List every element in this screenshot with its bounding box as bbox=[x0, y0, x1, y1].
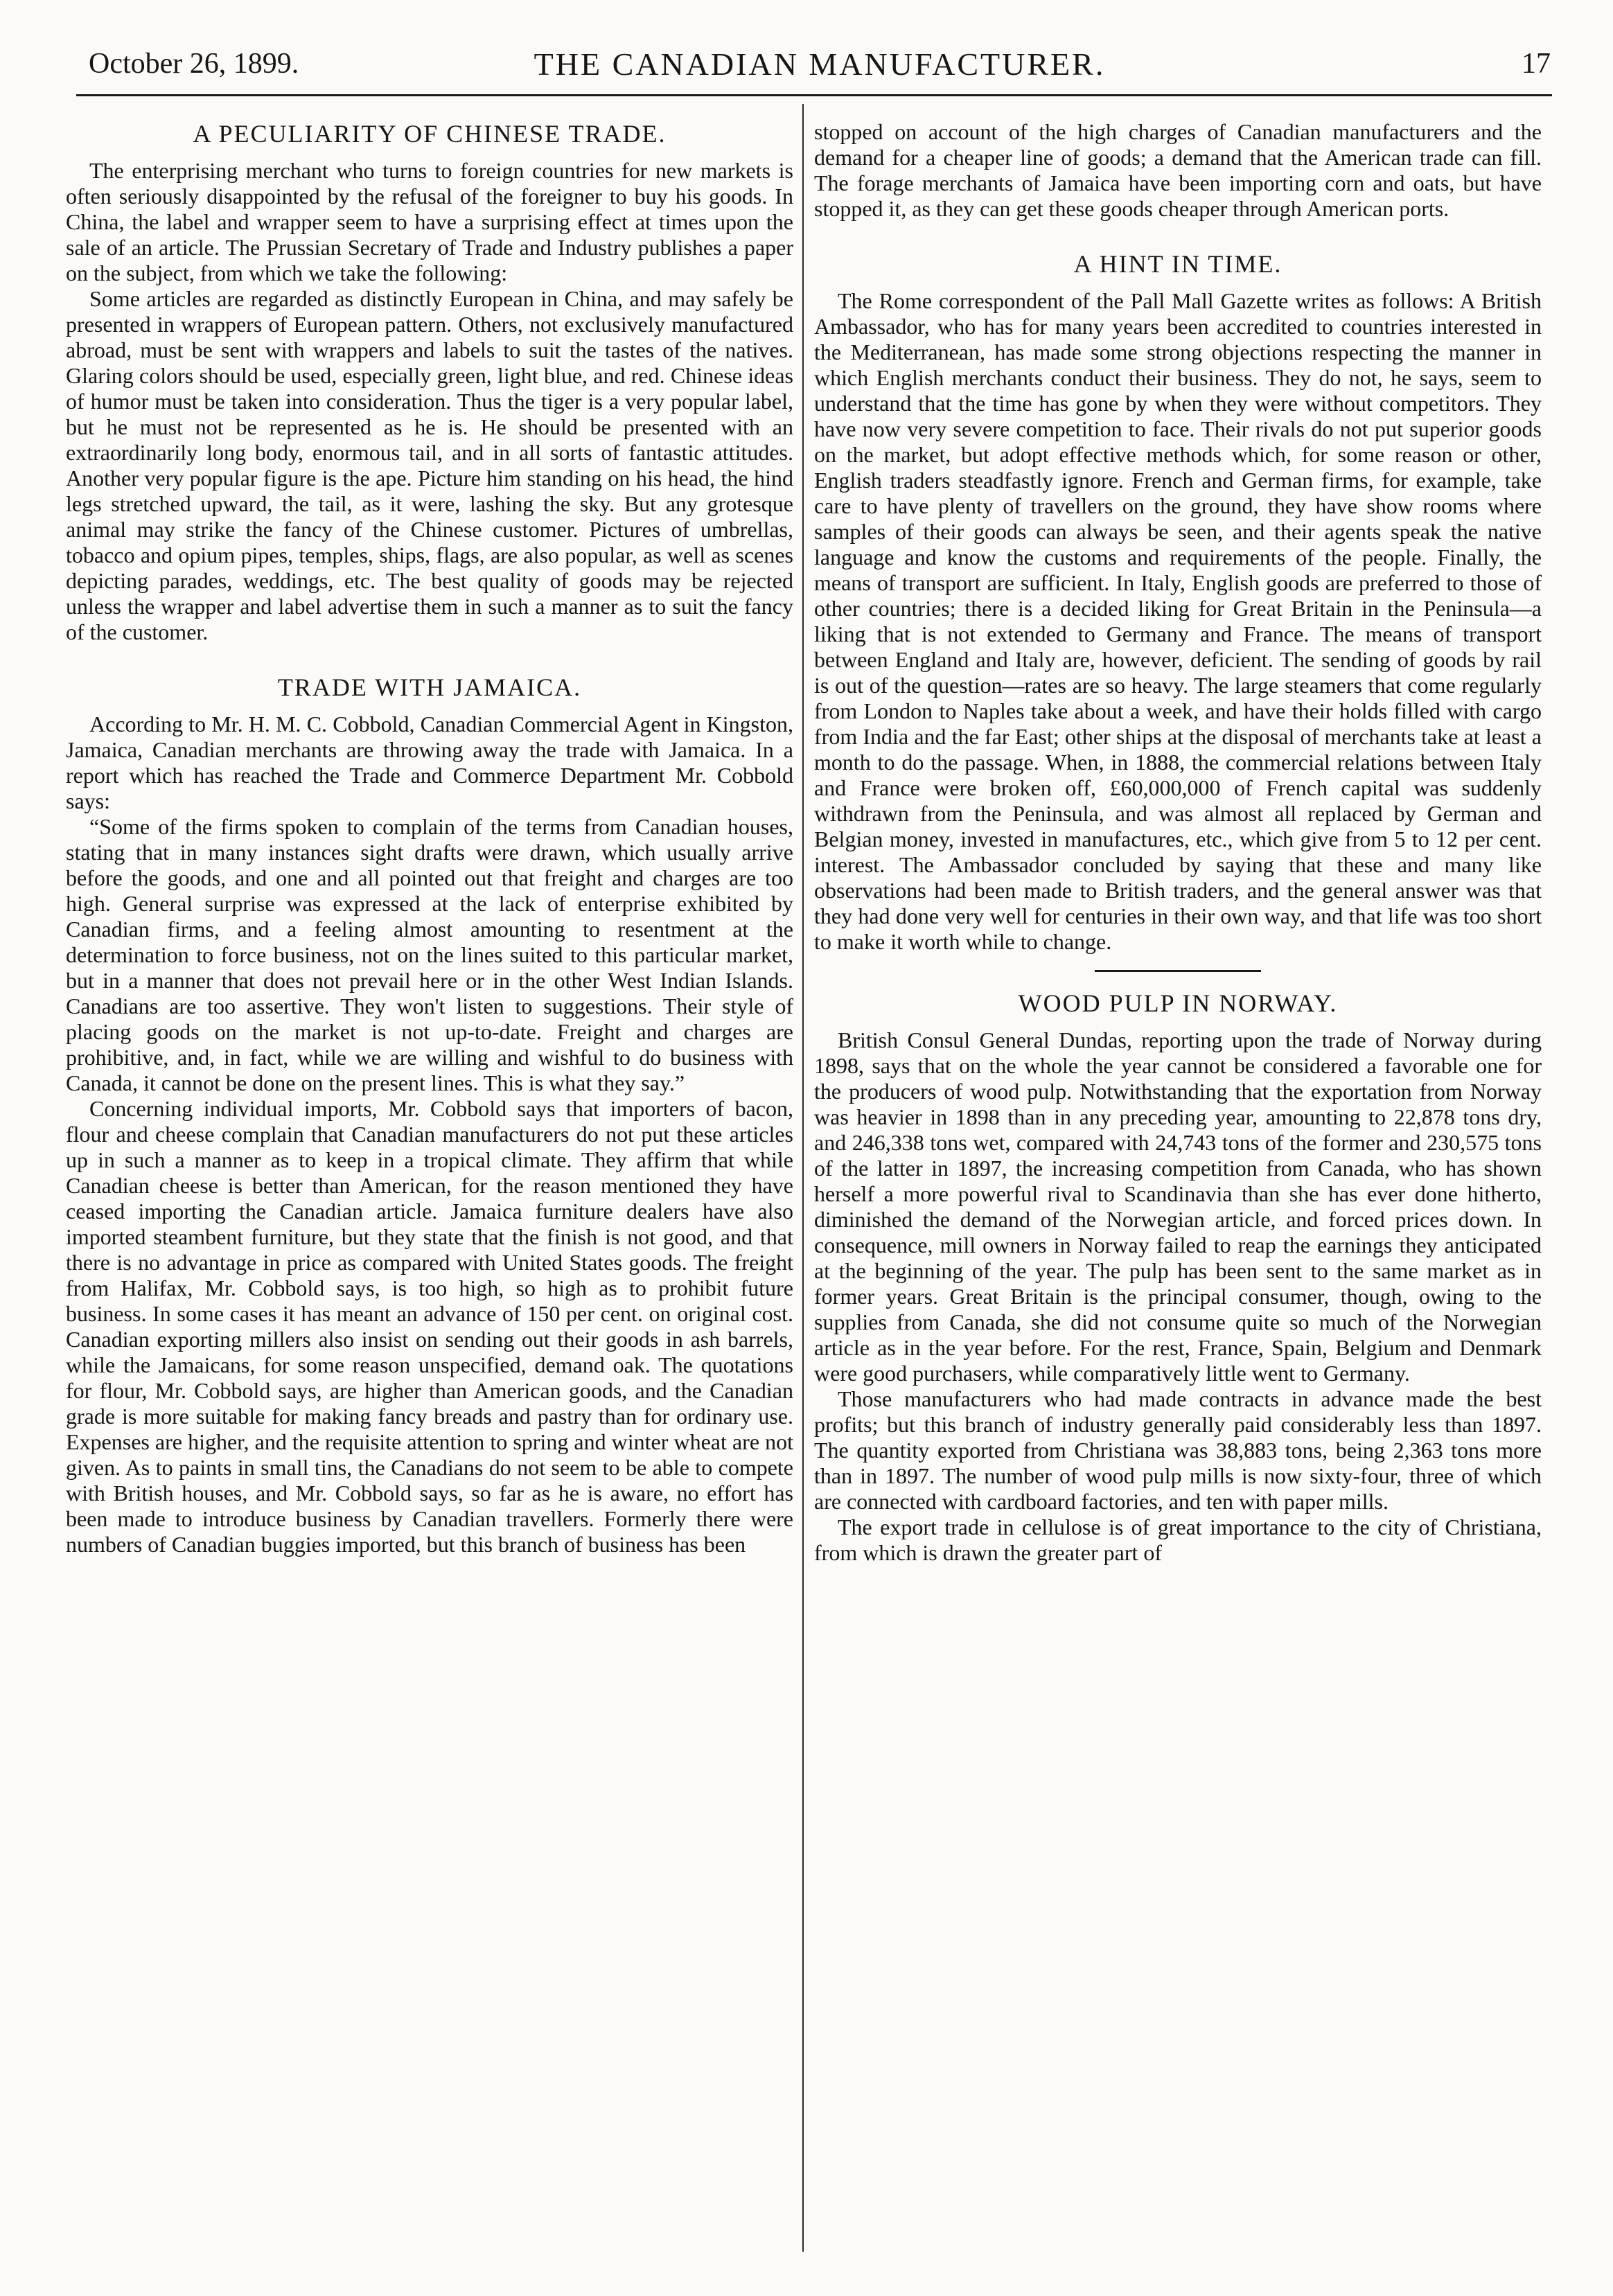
masthead bbox=[89, 40, 1551, 89]
article-paragraph: Some articles are regarded as distinctly European in China, and may safely be presented in wrappers of European pattern. Others, not exclusively manufactured abroad, must be sent with wrappers and labels to suit the tastes of the natives. Glaring colors should be used, especially green, light blue, and red. Chinese ideas of humor must be taken into consideration. Thus the tiger is a very popular label, but he must not be represented as he is. He should be presented with an extraordinarily long body, enormous tail, and in all sorts of fantastic attitudes. Another very popular figure is the ape. Picture him standing on his head, the hind legs stretched upward, the tail, as it were, lashing the sky. But any grotesque animal may strike the fancy of the Chinese customer. Pictures of umbrellas, tobacco and opium pipes, temples, ships, flags, are also popular, as well as scenes depicting parades, weddings, etc. The best quality of goods may be rejected unless the wrapper and label advertise them in such a manner as to suit the fancy of the customer. bbox=[66, 286, 793, 644]
article-continuation: stopped on account of the high charges of Canadian manufacturers and the demand for a cheaper line of goods; a demand that the American trade can fill. The forage merchants of Jamaica have been importing corn and oats, but have stopped it, as they can get these goods cheaper through American ports. bbox=[814, 119, 1542, 221]
issue-date: October 26, 1899. bbox=[89, 48, 299, 80]
article-paragraph: Those manufacturers who had made contracts in advance made the best profits; but this branch of industry generally paid considerably less than 1897. The quantity exported from Christiana was 38,883 tons, being 2,363 tons more than in 1897. The number of wood pulp mills is now sixty-four, three of which are connected with cardboard factories, and ten with paper mills. bbox=[814, 1386, 1542, 1514]
header-rule bbox=[76, 94, 1552, 96]
column-divider bbox=[802, 104, 804, 2252]
article-paragraph: Concerning individual imports, Mr. Cobbold says that importers of bacon, flour and cheese complain that Canadian manufacturers do not put these articles up in such a manner as to keep in a tropical climate. They affirm that while Canadian cheese is better than American, for the reason mentioned they have ceased importing the Canadian article. Jamaica furniture dealers have also imported steambent furniture, but they state that the finish is not good, and that there is no advantage in price as compared with United States goods. The freight from Halifax, Mr. Cobbold says, is too high, so high as to prohibit future business. In some cases it has meant an advance of 150 per cent. on original cost. Canadian exporting millers also insist on sending out their goods in ash barrels, while the Jamaicans, for some reason unspecified, demand oak. The quotations for flour, Mr. Cobbold says, are higher than American goods, and the Canadian grade is more suitable for making fancy breads and pastry than for ordinary use. Expenses are higher, and the requisite attention to spring and winter wheat are not given. As to paints in small tins, the Canadians do not seem to be able to compete with British houses, and Mr. Cobbold says, so far as he is aware, no effort has been made to introduce business by Canadian travellers. Formerly there were numbers of Canadian buggies imported, but this branch of business has been bbox=[66, 1096, 793, 1557]
section-gap bbox=[814, 222, 1542, 249]
section-gap bbox=[66, 645, 793, 673]
article-paragraph: The export trade in cellulose is of great importance to the city of Christiana, from which is drawn the greater part of bbox=[814, 1515, 1542, 1565]
page-number: 17 bbox=[1522, 48, 1551, 80]
article-paragraph: British Consul General Dundas, reporting upon the trade of Norway during 1898, says that on the whole the year cannot be considered a favorable one for the producers of wood pulp. Notwithstanding that the exportation from Norway was heavier in 1898 than in any preceding year, amounting to 22,878 tons dry, and 246,338 tons wet, compared with 24,743 tons of the former and 230,575 tons of the latter in 1897, the increasing competition from Canada, who has shown herself a more powerful rival to Scandinavia than she has ever done hitherto, diminished the demand of the Norwegian article, and forced prices down. In consequence, mill owners in Norway failed to reap the earnings they anticipated at the beginning of the year. The pulp has been sent to the same market as in former years. Great Britain is the principal consumer, though, owing to the supplies from Canada, she did not consume quite so much of the Norwegian article as in the year before. For the rest, France, Spain, Belgium and Denmark were good purchasers, while comparatively little went to Germany. bbox=[814, 1027, 1542, 1386]
article-paragraph: The enterprising merchant who turns to foreign countries for new markets is often seriously disappointed by the refusal of the foreigner to buy his goods. In China, the label and wrapper seem to have a surprising effect at times upon the sale of an article. The Prussian Secretary of Trade and Industry publishes a paper on the subject, from which we take the following: bbox=[66, 158, 793, 285]
article-paragraph: According to Mr. H. M. C. Cobbold, Canadian Commercial Agent in Kingston, Jamaica, Canadian merchants are throwing away the trade with Jamaica. In a report which has reached the Trade and Commerce Department Mr. Cobbold says: bbox=[66, 712, 793, 813]
left-column bbox=[66, 119, 793, 1557]
section-rule bbox=[1095, 970, 1261, 972]
article-title-hint: A HINT IN TIME. bbox=[1073, 250, 1283, 278]
article-title-norway: WOOD PULP IN NORWAY. bbox=[1018, 989, 1338, 1017]
right-column bbox=[814, 119, 1542, 1566]
publication-title: THE CANADIAN MANUFACTURER. bbox=[534, 46, 1106, 82]
article-paragraph: The Rome correspondent of the Pall Mall Gazette writes as follows: A British Ambassador, who has for many years been accredited to countries interested in the Mediterranean, has made some strong objections respecting the manner in which English merchants conduct their business. They do not, he says, seem to understand that the time has gone by when they were without competitors. They have now very severe competition to face. Their rivals do not put superior goods on the market, but adopt effective methods which, for some reason or other, English traders steadfastly ignore. French and German firms, for example, take care to have plenty of travellers on the ground, they have show rooms where samples of their goods can always be seen, and their agents speak the native language and know the customs and requirements of the people. Finally, the means of transport are sufficient. In Italy, English goods are preferred to those of other countries; there is a decided liking for Great Britain in the Peninsula—a liking that is not extended to Germany and France. The means of transport between England and Italy are, however, deficient. The sending of goods by rail is out of the question—rates are so heavy. The large steamers that come regularly from London to Naples take about a week, and have their holds filled with cargo from India and the far East; other ships at the disposal of merchants take at least a month to do the passage. When, in 1888, the commercial relations between Italy and France were broken off, £60,000,000 of French capital was suddenly withdrawn from the Peninsula, and was almost all replaced by German and Belgian money, invested in manufactures, etc., which give from 5 to 12 per cent. interest. The Ambassador concluded by saying that these and many like observations had been made to British traders, and the general answer was that they had done very well for centuries in their own way, and that life was too short to make it worth while to change. bbox=[814, 288, 1542, 954]
article-paragraph: “Some of the firms spoken to complain of the terms from Canadian houses, stating that in many instances sight drafts were drawn, which usually arrive before the goods, and one and all pointed out that freight and charges are too high. General surprise was expressed at the lack of enterprise exhibited by Canadian firms, and a feeling almost amounting to resentment at the determination to force business, not on the lines suited to this particular market, but in a manner that does not prevail here or in the other West Indian Islands. Canadians are too assertive. They won't listen to suggestions. Their style of placing goods on the market is not up-to-date. Freight and charges are prohibitive, and, in fact, while we are willing and wishful to do business with Canada, it cannot be done on the present lines. This is what they say.” bbox=[66, 814, 793, 1095]
article-title-chinese-trade: A PECULIARITY OF CHINESE TRADE. bbox=[193, 120, 667, 148]
article-title-jamaica: TRADE WITH JAMAICA. bbox=[277, 673, 582, 701]
